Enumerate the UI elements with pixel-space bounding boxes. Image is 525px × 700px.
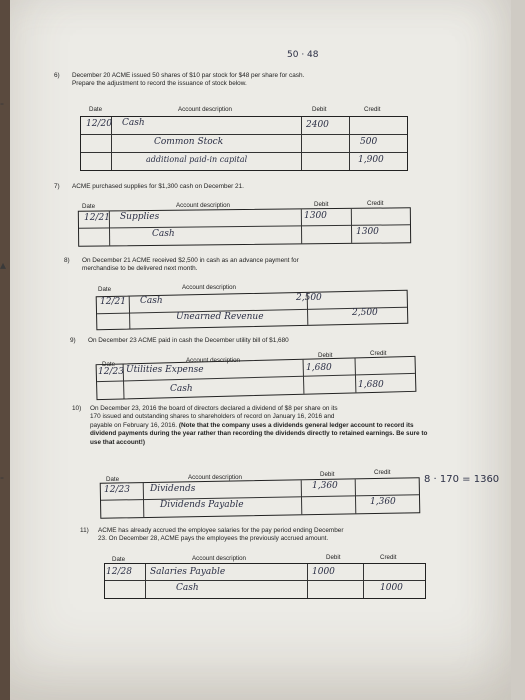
handwritten-calc: 50 · 48 — [287, 50, 319, 60]
handwritten-side-calc: 8 · 170 = 1360 — [424, 474, 500, 485]
margin-mark: - — [0, 96, 4, 110]
col-header-credit: Credit — [364, 106, 381, 113]
margin-mark: - — [0, 470, 4, 484]
col-header-account: Account description — [178, 106, 232, 113]
col-header-debit: Debit — [312, 106, 327, 113]
margin-mark: ▴ — [0, 258, 7, 272]
col-header-date: Date — [89, 106, 103, 113]
problem-10: 10) On December 23, 2016 the board of directors declared a dividend of $8 per share on its 170 issued and outstanding shares to shareholders of record on January 16, 2016 and payable on February 16, 2016. (Note that the company uses a dividends general ledger account to record its dividend payments during the year rather than recording the dividends directly to retained earnings. Be sure to use that account!) — [72, 405, 428, 446]
problem-8: 8) On December 21 ACME received $2,500 in cash as an advance payment for merchandise to be delivered next month. — [64, 257, 299, 273]
underlying-sheet — [511, 0, 525, 700]
problem-6: 6) December 20 ACME issued 50 shares of $10 par stock for $48 per share for cash. Prepare the adjustment to record the issuance of stock below. — [54, 72, 305, 88]
problem-9: 9) On December 23 ACME paid in cash the December utility bill of $1,680 — [70, 337, 289, 344]
problem-7: 7) ACME purchased supplies for $1,300 cash on December 21. — [54, 183, 244, 190]
problem-11: 11) ACME has already accrued the employee salaries for the pay period ending December 23. On December 28, ACME pays the employees the previously accrued amount. — [80, 527, 344, 543]
